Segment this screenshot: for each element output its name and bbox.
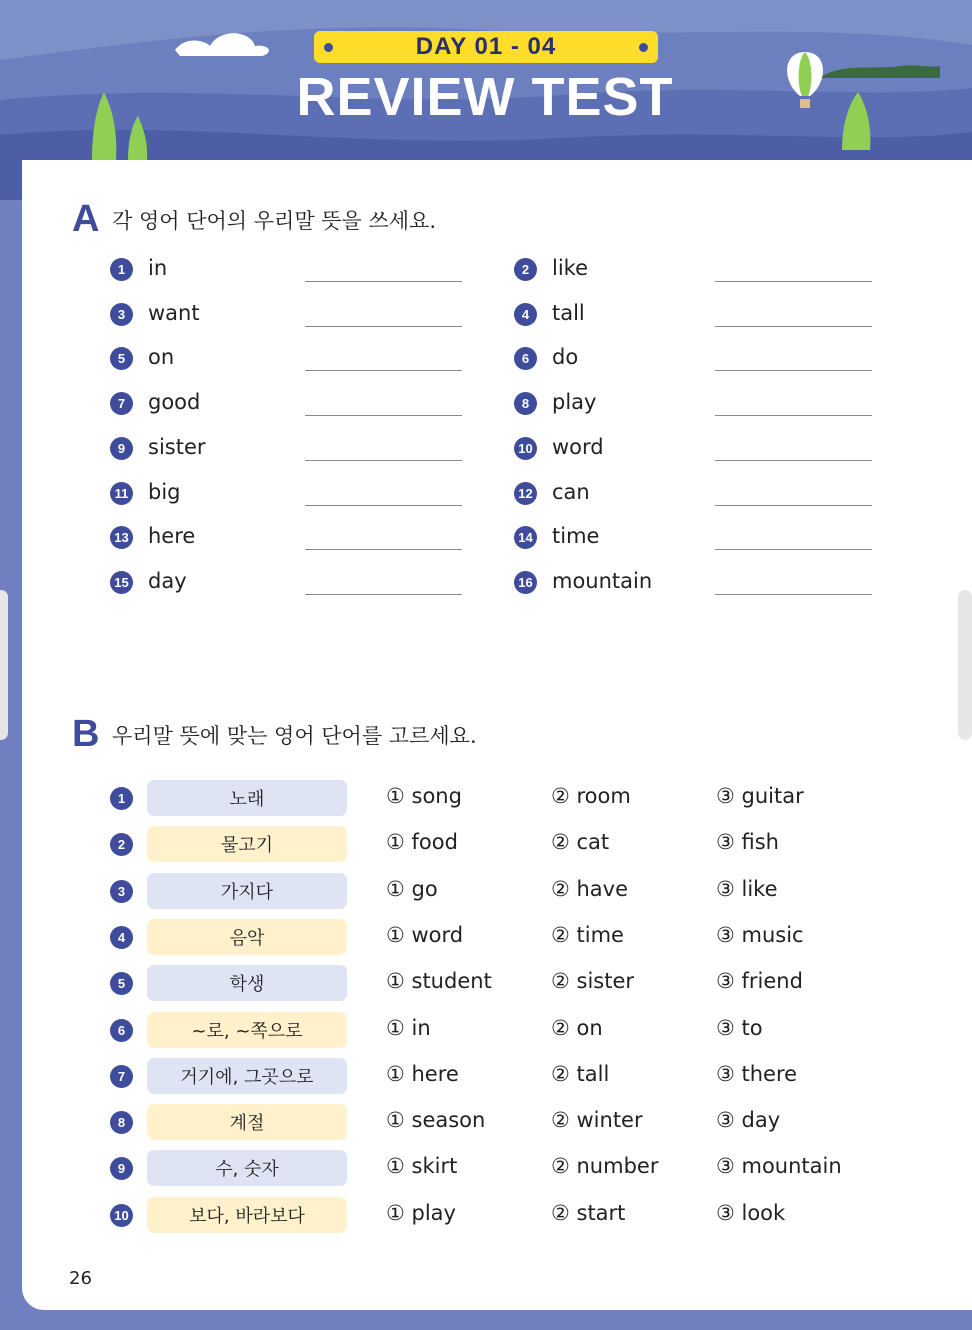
answer-option[interactable]: ③ to xyxy=(716,1015,763,1040)
vocab-word: like xyxy=(552,256,589,280)
vocab-word: want xyxy=(148,300,200,325)
korean-meaning-box: 수, 숫자 xyxy=(147,1150,347,1186)
item-number-badge: 9 xyxy=(110,1157,133,1180)
answer-blank-line[interactable] xyxy=(305,594,462,595)
section-a-instruction: 각 영어 단어의 우리말 뜻을 쓰세요. xyxy=(112,208,437,233)
item-number-badge: 3 xyxy=(110,303,133,326)
section-a-header xyxy=(72,198,436,241)
vocab-word: sister xyxy=(148,434,206,459)
answer-option[interactable]: ② cat xyxy=(551,830,610,855)
section-b-letter: B xyxy=(72,713,100,755)
vocab-word: tall xyxy=(552,300,585,325)
item-number-badge: 11 xyxy=(110,482,133,505)
vocab-word: can xyxy=(552,479,590,504)
vocab-word: here xyxy=(148,524,196,549)
answer-option[interactable]: ① here xyxy=(386,1061,459,1086)
korean-meaning-box: 물고기 xyxy=(147,826,347,862)
answer-option[interactable]: ② number xyxy=(551,1154,659,1179)
answer-blank-line[interactable] xyxy=(715,505,872,506)
answer-option[interactable]: ③ guitar xyxy=(716,784,804,808)
answer-blank-line[interactable] xyxy=(715,594,872,595)
answer-blank-line[interactable] xyxy=(305,549,462,550)
answer-option[interactable]: ② sister xyxy=(551,969,635,994)
item-number-badge: 7 xyxy=(110,392,133,415)
vocab-word: time xyxy=(552,524,600,549)
section-a-letter: A xyxy=(72,198,100,240)
answer-blank-line[interactable] xyxy=(715,281,872,282)
item-number-badge: 1 xyxy=(110,258,133,281)
answer-option[interactable]: ③ look xyxy=(716,1200,786,1225)
answer-option[interactable]: ① word xyxy=(386,922,464,947)
answer-option[interactable]: ① in xyxy=(386,1015,431,1040)
answer-blank-line[interactable] xyxy=(715,370,872,371)
answer-option[interactable]: ① food xyxy=(386,830,458,855)
item-number-badge: 3 xyxy=(110,880,133,903)
left-page-edge xyxy=(0,590,8,740)
korean-meaning-box: 학생 xyxy=(147,965,347,1001)
item-number-badge: 9 xyxy=(110,437,133,460)
item-number-badge: 8 xyxy=(514,392,537,415)
item-number-badge: 2 xyxy=(514,258,537,281)
korean-meaning-box: 계절 xyxy=(147,1104,347,1140)
item-number-badge: 7 xyxy=(110,1065,133,1088)
answer-blank-line[interactable] xyxy=(305,326,462,327)
item-number-badge: 10 xyxy=(514,437,537,460)
item-number-badge: 12 xyxy=(514,482,537,505)
answer-option[interactable]: ③ day xyxy=(716,1108,781,1133)
vocab-word: do xyxy=(552,345,579,370)
answer-option[interactable]: ② time xyxy=(551,922,624,947)
section-b-instruction: 우리말 뜻에 맞는 영어 단어를 고르세요. xyxy=(112,723,477,748)
vocab-word: good xyxy=(148,390,201,415)
answer-option[interactable]: ① skirt xyxy=(386,1154,458,1179)
pill-dot-icon xyxy=(639,43,648,52)
item-number-badge: 10 xyxy=(110,1204,133,1227)
item-number-badge: 4 xyxy=(514,303,537,326)
answer-blank-line[interactable] xyxy=(715,415,872,416)
vocab-word: on xyxy=(148,345,175,370)
answer-option[interactable]: ② have xyxy=(551,876,629,901)
korean-meaning-box: 가지다 xyxy=(147,873,347,909)
korean-meaning-box: 보다, 바라보다 xyxy=(147,1197,347,1233)
item-number-badge: 2 xyxy=(110,833,133,856)
page-number: 26 xyxy=(69,1268,92,1289)
day-range-label: DAY 01 - 04 xyxy=(415,33,557,60)
answer-option[interactable]: ① go xyxy=(386,876,438,901)
item-number-badge: 14 xyxy=(514,526,537,549)
right-page-edge xyxy=(958,590,972,740)
answer-option[interactable]: ③ fish xyxy=(716,830,779,855)
answer-option[interactable]: ② on xyxy=(551,1015,603,1040)
section-b-header xyxy=(72,713,477,756)
page-title: REVIEW TEST xyxy=(296,67,674,127)
korean-meaning-box: 노래 xyxy=(147,780,347,816)
item-number-badge: 8 xyxy=(110,1111,133,1134)
vocab-word: big xyxy=(148,479,181,504)
answer-option[interactable]: ① season xyxy=(386,1108,486,1133)
answer-blank-line[interactable] xyxy=(305,370,462,371)
answer-option[interactable]: ② tall xyxy=(551,1061,610,1086)
item-number-badge: 5 xyxy=(110,347,133,370)
vocab-word: mountain xyxy=(552,568,653,593)
item-number-badge: 1 xyxy=(110,787,133,810)
answer-blank-line[interactable] xyxy=(715,326,872,327)
answer-option[interactable]: ① student xyxy=(386,969,492,994)
answer-option[interactable]: ② winter xyxy=(551,1108,643,1133)
vocab-word: in xyxy=(148,256,168,280)
answer-option[interactable]: ③ mountain xyxy=(716,1154,842,1179)
answer-blank-line[interactable] xyxy=(715,549,872,550)
item-number-badge: 13 xyxy=(110,526,133,549)
answer-blank-line[interactable] xyxy=(715,460,872,461)
answer-option[interactable]: ③ music xyxy=(716,922,804,947)
answer-option[interactable]: ② room xyxy=(551,784,631,808)
korean-meaning-box: ~로, ~쪽으로 xyxy=(147,1012,347,1048)
answer-option[interactable]: ① song xyxy=(386,784,462,808)
vocab-word: word xyxy=(552,434,604,459)
pill-dot-icon xyxy=(324,43,333,52)
answer-blank-line[interactable] xyxy=(305,415,462,416)
korean-meaning-box: 거기에, 그곳으로 xyxy=(147,1058,347,1094)
item-number-badge: 15 xyxy=(110,571,133,594)
item-number-badge: 6 xyxy=(110,1019,133,1042)
item-number-badge: 5 xyxy=(110,972,133,995)
answer-option[interactable]: ① play xyxy=(386,1200,456,1225)
vocab-word: day xyxy=(148,568,187,593)
answer-option[interactable]: ③ like xyxy=(716,876,778,901)
answer-blank-line[interactable] xyxy=(305,281,462,282)
item-number-badge: 4 xyxy=(110,926,133,949)
answer-option[interactable]: ② start xyxy=(551,1200,626,1225)
item-number-badge: 6 xyxy=(514,347,537,370)
answer-option[interactable]: ③ friend xyxy=(716,969,803,994)
day-range-pill xyxy=(314,31,658,63)
korean-meaning-box: 음악 xyxy=(147,919,347,955)
item-number-badge: 16 xyxy=(514,571,537,594)
answer-option[interactable]: ③ there xyxy=(716,1061,798,1086)
vocab-word: play xyxy=(552,390,597,415)
answer-blank-line[interactable] xyxy=(305,505,462,506)
answer-blank-line[interactable] xyxy=(305,460,462,461)
